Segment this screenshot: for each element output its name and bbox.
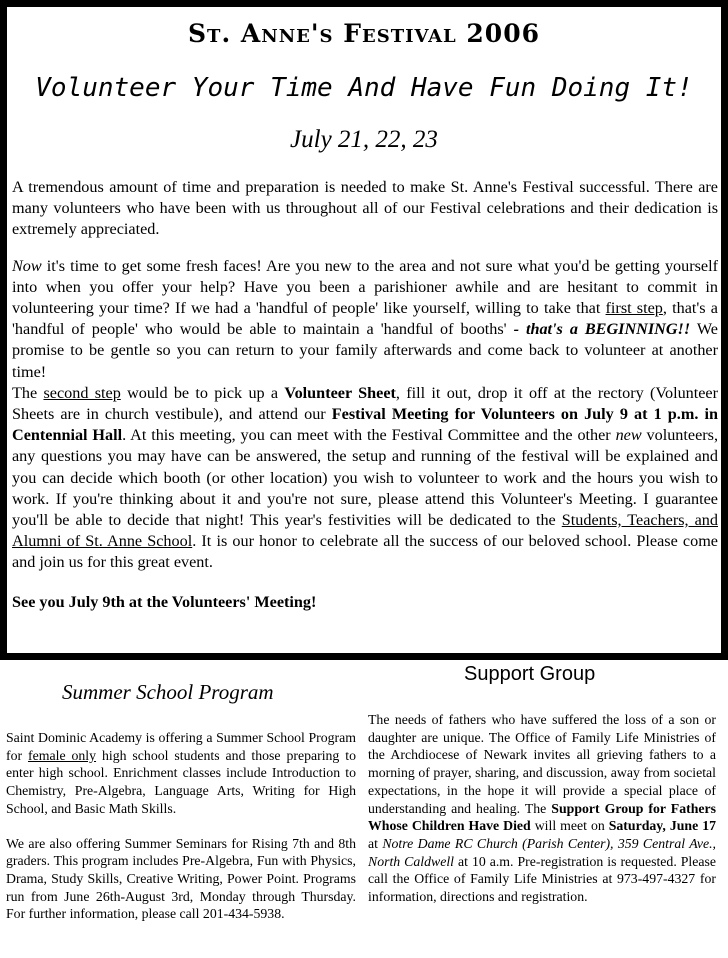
support-text-4: at 10 a.m. Pre-registration is requested. Please call the Office of Family Life Ministries at 973-497-4327 for information, directions and registration.	[368, 853, 716, 905]
support-text-3: at	[368, 835, 383, 851]
volunteer-sheet-text: Volunteer Sheet	[284, 383, 396, 402]
p2-text-2: , that's a 'handful of people' who would be able to maintain a 'handful of booths'	[12, 299, 718, 339]
female-only-text: female only	[28, 747, 97, 763]
p3-text-2: would be to pick up a	[120, 383, 285, 402]
summer-paragraph-1	[6, 729, 356, 818]
support-paragraph	[368, 711, 716, 906]
p3-text-5: volunteers, any questions you may have can be answered, the setup and running of the festival will be explained and you can decide which booth (or other location) you wish to volunteer to work and the hours you wish to work. If you're thinking about it and you're not sure, please attend this Volunteer's Meeting. I guarantee you'll be able to decide that night! This year's festivities will be dedicated to the	[12, 426, 719, 530]
p3-text-1: The	[12, 383, 44, 402]
second-step-text: second step	[43, 383, 121, 402]
p3-text-6: . It is our honor to celebrate all the success of our beloved school. Please come and join us for this great event.	[12, 532, 718, 572]
festival-dates: July 21, 22, 23	[290, 126, 438, 153]
festival-body	[12, 177, 718, 613]
dedication-text: Students, Teachers, and Alumni of St. Anne School	[12, 511, 718, 551]
now-word: Now	[12, 256, 42, 275]
summer-p1-text-b: high school students and those preparing to enter high school. Enrichment classes include Introduction to Chemistry, Pre-Algebra, Language Arts, Writing for High School, and Basic Math Skills.	[6, 747, 356, 816]
support-group-body	[368, 711, 716, 906]
summer-paragraph-2: We are also offering Summer Seminars for Rising 7th and 8th graders. This program includes Pre-Algebra, Fun with Physics, Drama, Study Skills, Creative Writing, Power Point. Programs run from June 26th-August 3rd, Monday through Thursday. For further information, please call 201-434-5938.	[6, 835, 356, 922]
summer-school-body	[6, 729, 356, 923]
festival-paragraph-3	[12, 383, 718, 574]
p2-text-1: it's time to get some fresh faces! Are you new to the area and not sure what you'd be getting yourself into when you offer your help? Have you been a parishioner awhile and are hesitant to commit in volunteering your time? If we had a 'handful of people' like yourself, willing to take that	[12, 256, 718, 318]
festival-closing: See you July 9th at the Volunteers' Meeting!	[12, 592, 317, 611]
festival-paragraph-1: A tremendous amount of time and preparation is needed to make St. Anne's Festival successful. There are many volunteers who have been with us throughout all of our Festival celebrations and their dedication is extremely appreciated.	[12, 178, 718, 239]
support-group-name: Support Group for Fathers Whose Children Have Died	[368, 800, 716, 834]
support-group-title: Support Group	[464, 663, 596, 685]
p2-text-3: We promise to be gentle so you can return to your family afterwards and come back to volunteer at another time!	[12, 320, 718, 381]
festival-title: St. Anne's Festival 2006	[188, 19, 540, 48]
p3-text-3: , fill it out, drop it off at the rectory (Volunteer Sheets are in church vestibule), and attend our	[12, 383, 719, 424]
support-text-2: will meet on	[530, 818, 609, 834]
festival-paragraph-2	[12, 256, 718, 383]
first-step-text: first step	[605, 299, 663, 318]
beginning-text: - that's a BEGINNING!!	[513, 320, 691, 339]
summer-school-title: Summer School Program	[62, 680, 274, 704]
p3-text-4: . At this meeting, you can meet with the Festival Committee and the other	[122, 426, 616, 445]
festival-subtitle: Volunteer Your Time And Have Fun Doing It!	[35, 73, 693, 103]
support-text-1: The needs of fathers who have suffered the loss of a son or daughter are unique. The Office of Family Life Ministries of the Archdiocese of Newark invites all grieving fathers to a morning of prayer, sharing, and discussion, away from societal expectations, in the hope it will provide a special place of understanding and healing. The	[368, 712, 716, 816]
meeting-info-text: Festival Meeting for Volunteers on July 9 at 1 p.m. in Centennial Hall	[12, 405, 718, 445]
support-location: Notre Dame RC Church (Parish Center), 359 Central Ave., North Caldwell	[368, 835, 717, 869]
summer-p1-text-a: Saint Dominic Academy is offering a Summer School Program for	[6, 730, 356, 763]
new-word: new	[615, 426, 642, 445]
support-date: Saturday, June 17	[608, 818, 716, 834]
